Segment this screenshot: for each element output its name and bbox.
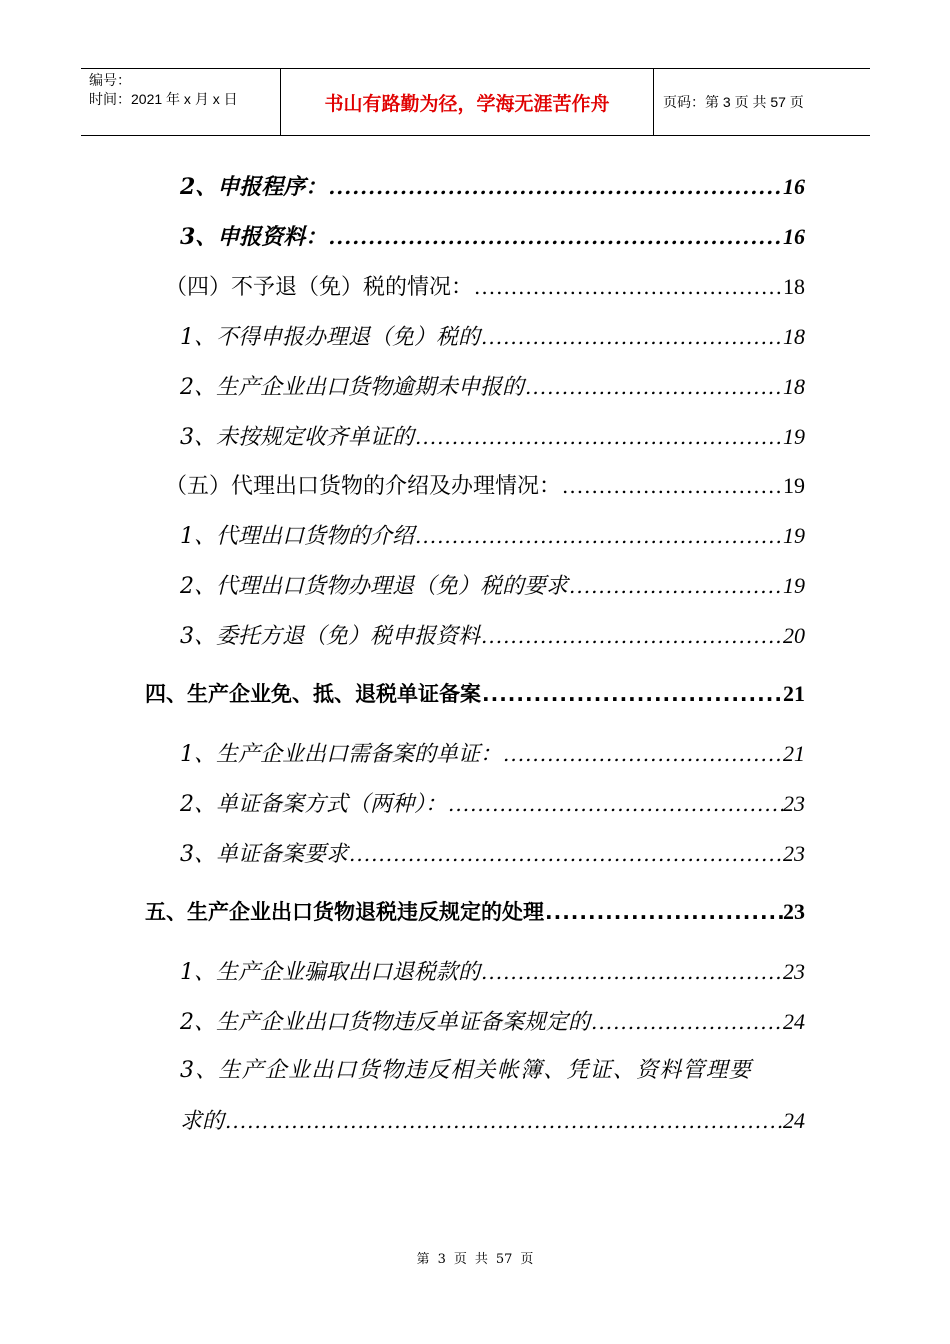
toc-entry-page: 23 [783,791,805,816]
toc-entry-label: 求的 [180,1109,225,1134]
toc-entry-chapter[interactable] [145,896,805,926]
toc-entry-page: 19 [783,473,805,498]
header-page-info: 页码：第 3 页 共 57 页 [663,94,804,110]
toc-entry[interactable] [180,170,805,201]
toc-entry-page: 24 [783,1108,805,1133]
toc-entry[interactable] [180,420,805,451]
toc-entry-chapter[interactable] [145,678,805,708]
header-meta [81,69,281,135]
toc-leader-dots [448,792,783,816]
toc-entry[interactable] [165,270,805,301]
toc-leader-dots [349,842,783,866]
toc-entry-page: 23 [783,959,805,984]
footer-total-pages: 57 [495,1252,513,1267]
toc-entry[interactable] [180,837,805,868]
page-footer [0,1248,950,1267]
footer-suffix: 页 [520,1252,534,1267]
toc-leader-dots [415,425,783,449]
toc-entry-label: 1、生产企业出口需备案的单证： [180,742,502,767]
toc-entry-page: 18 [783,324,805,349]
toc-entry[interactable] [180,220,805,251]
toc-entry[interactable] [180,787,805,818]
toc-entry-page: 19 [783,523,805,548]
toc-leader-dots [415,524,783,548]
toc-entry[interactable] [165,469,805,500]
toc-entry-page: 20 [783,623,805,648]
toc-leader-dots [328,225,783,249]
toc-leader-dots [481,624,783,648]
toc-leader-dots [328,175,783,199]
toc-entry-page: 16 [783,224,805,249]
toc-leader-dots [503,742,783,766]
toc-leader-dots [569,574,783,598]
toc-entry-label: （五）代理出口货物的介绍及办理情况： [165,474,562,499]
footer-page-word: 页 [453,1252,467,1267]
toc-entry-label: 1、生产企业骗取出口退税款的 [180,960,480,985]
toc-entry-label: 3、申报资料： [180,224,328,250]
toc-entry[interactable] [180,320,805,351]
toc-entry-label: 3、单证备案要求 [180,842,348,867]
footer-current-page: 3 [437,1252,446,1267]
toc-entry[interactable] [180,1005,805,1036]
toc-entry-page: 18 [783,274,805,299]
toc-entry-page: 19 [783,573,805,598]
document-header [81,68,870,136]
toc-leader-dots [562,474,783,498]
toc-leader-dots [525,375,783,399]
toc-leader-dots [482,682,783,706]
toc-entry-label: 3、未按规定收齐单证的 [180,425,414,450]
toc-leader-dots [481,960,783,984]
toc-entry-page: 18 [783,374,805,399]
toc-entry[interactable] [180,619,805,650]
toc-entry-page: 16 [783,174,805,199]
toc-leader-dots [474,275,783,299]
toc-leader-dots [225,1109,783,1133]
toc-entry[interactable] [180,370,805,401]
toc-entry-label: 四、生产企业免、抵、退税单证备案 [145,682,481,706]
toc-entry-page: 21 [783,681,805,706]
toc-leader-dots [545,900,783,924]
toc-entry-page: 23 [783,841,805,866]
toc-entry[interactable] [180,1104,805,1135]
footer-total-word: 共 [474,1252,488,1267]
toc-entry-label: 2、单证备案方式（两种）： [180,792,447,817]
toc-entry-first-line[interactable]: 3、生产企业出口货物违反相关帐簿、凭证、资料管理要 [180,1058,752,1083]
toc-entry-page: 19 [783,424,805,449]
toc-entry-label: 3、委托方退（免）税申报资料 [180,624,480,649]
toc-entry-label: （四）不予退（免）税的情况： [165,275,474,300]
toc-leader-dots [481,325,783,349]
toc-entry-label: 五、生产企业出口货物退税违反规定的处理 [145,900,544,924]
toc-entry-label: 2、申报程序： [180,174,328,200]
toc-entry-label: 2、代理出口货物办理退（免）税的要求 [180,574,568,599]
header-motto: 书山有路勤为径，学海无涯苦作舟 [281,69,654,135]
toc-entry[interactable] [180,737,805,768]
toc-entry[interactable] [180,569,805,600]
toc-entry-page: 23 [783,899,805,924]
toc-entry-label: 1、不得申报办理退（免）税的 [180,325,480,350]
footer-prefix: 第 [416,1252,430,1267]
toc-entry[interactable] [180,955,805,986]
toc-entry[interactable] [180,519,805,550]
toc-entry-label: 2、生产企业出口货物违反单证备案规定的 [180,1010,590,1035]
header-number: 编号： [89,72,131,88]
toc-entry-page: 21 [783,741,805,766]
toc-entry-label: 1、代理出口货物的介绍 [180,524,414,549]
header-date: 时间：2021 年 x 月 x 日 [89,91,238,107]
toc-leader-dots [591,1010,783,1034]
toc-entry-label: 2、生产企业出口货物逾期未申报的 [180,375,524,400]
toc-entry-page: 24 [783,1009,805,1034]
